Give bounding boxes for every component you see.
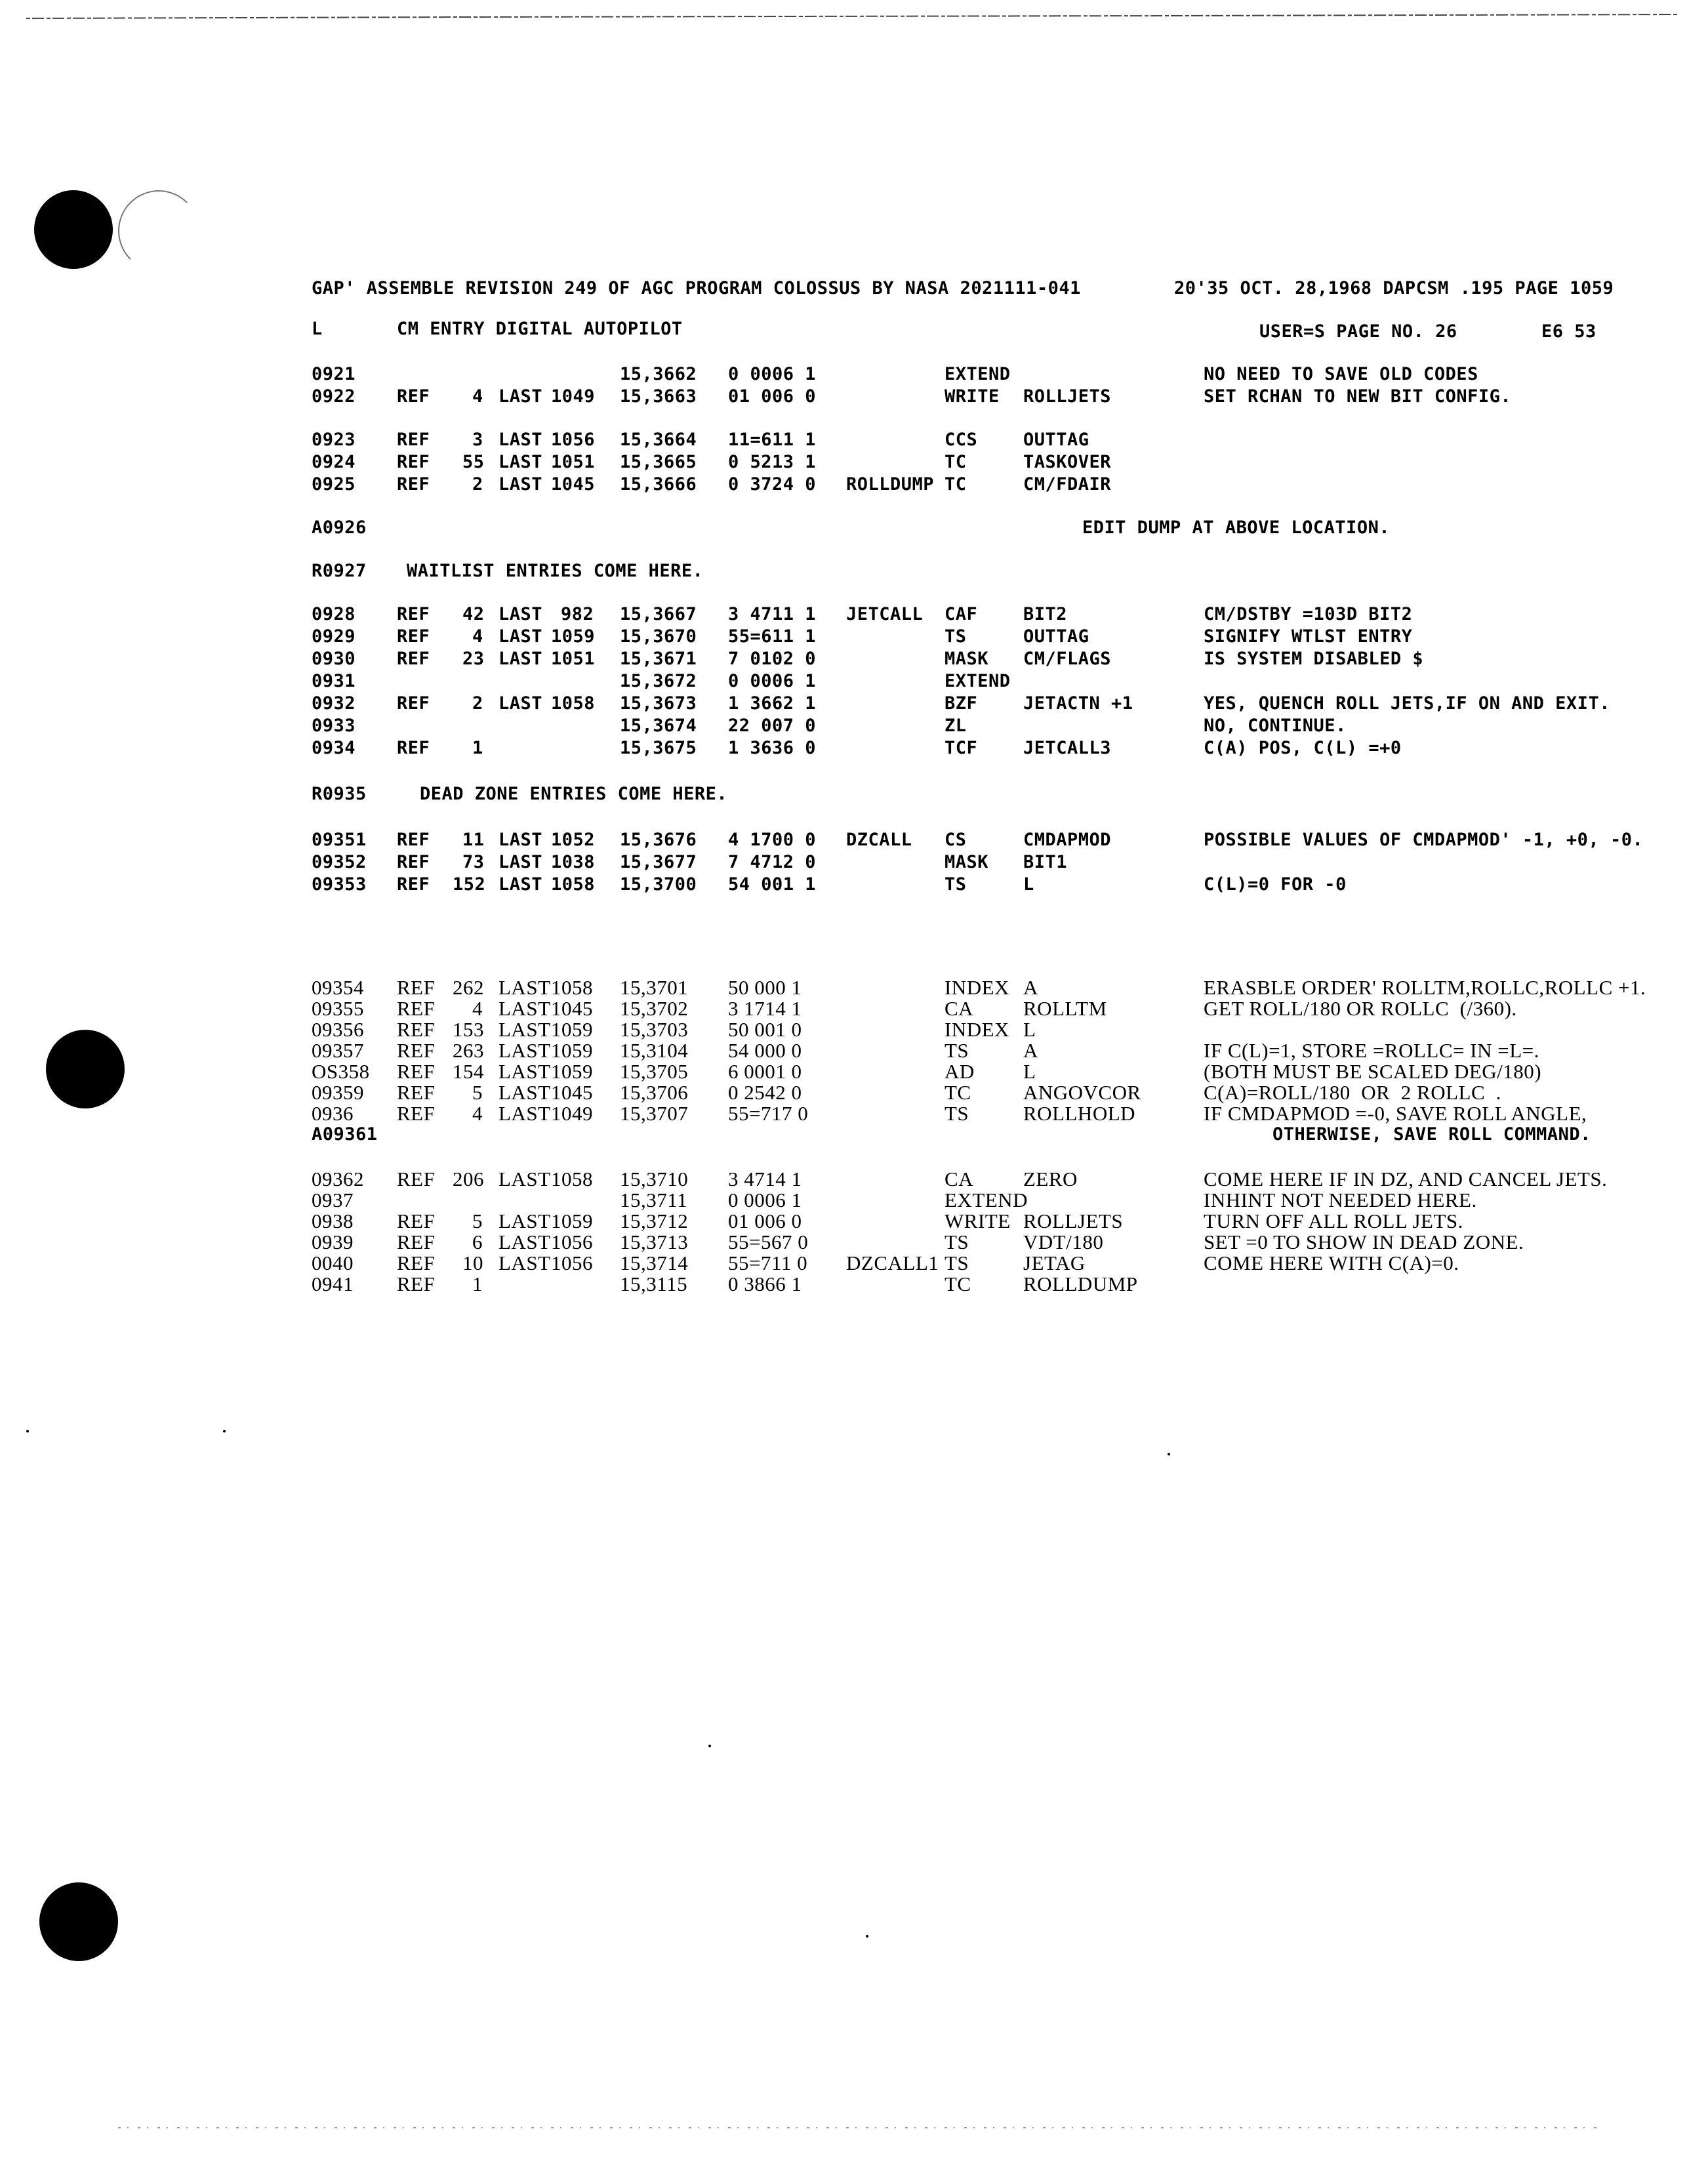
last-line-number: 1058 <box>551 976 593 999</box>
speck <box>708 1745 711 1747</box>
last-line-number: 1051 <box>551 649 596 669</box>
octal-code: 0 2542 0 <box>728 1081 802 1104</box>
line-number: 09357 <box>312 1039 364 1062</box>
last-line-number: 982 <box>561 604 594 624</box>
operand: ANGOVCOR <box>1023 1081 1141 1104</box>
line-number: 0930 <box>312 649 356 669</box>
ref-marker: REF <box>397 1230 436 1253</box>
ref-marker: REF <box>397 604 430 624</box>
operand: OUTTAG <box>1023 430 1089 450</box>
punch-hole-middle <box>46 1030 125 1108</box>
octal-code: 50 001 0 <box>728 1018 802 1041</box>
comment: C(A)=ROLL/180 OR 2 ROLLC . <box>1204 1081 1501 1104</box>
memory-address: 15,3707 <box>620 1102 689 1125</box>
operand: BIT2 <box>1023 604 1068 624</box>
operand: ZERO <box>1023 1167 1078 1190</box>
comment: CM/DSTBY =103D BIT2 <box>1204 604 1413 624</box>
last-line-number: 1056 <box>551 430 596 450</box>
opcode: TCF <box>945 738 978 758</box>
memory-address: 15,3700 <box>620 874 697 895</box>
punch-hole-top <box>34 190 113 269</box>
line-number: 0922 <box>312 386 356 407</box>
octal-code: 3 1714 1 <box>728 997 802 1020</box>
last-line-number: 1052 <box>551 830 596 850</box>
last-line-number: 1056 <box>551 1251 593 1274</box>
last-marker: LAST <box>498 852 543 872</box>
ref-marker: REF <box>397 1060 436 1083</box>
speck <box>1168 1453 1170 1455</box>
opcode: TC <box>945 1081 971 1104</box>
memory-address: 15,3672 <box>620 671 697 691</box>
ref-count: 153 <box>453 1018 484 1041</box>
line-number: 0925 <box>312 474 356 495</box>
ref-marker: REF <box>397 693 430 714</box>
comment: (BOTH MUST BE SCALED DEG/180) <box>1204 1060 1542 1083</box>
last-marker: LAST <box>498 1018 551 1041</box>
opcode: EXTEND <box>945 1188 1028 1211</box>
last-line-number: 1038 <box>551 852 596 872</box>
operand: L <box>1023 1018 1036 1041</box>
opcode: CCS <box>945 430 978 450</box>
octal-code: 0 3724 0 <box>728 474 817 495</box>
octal-code: 0 0006 1 <box>728 671 817 691</box>
line-number: R0935 <box>312 784 367 804</box>
octal-code: 1 3662 1 <box>728 693 817 714</box>
last-marker: LAST <box>498 626 543 647</box>
last-marker: LAST <box>498 604 543 624</box>
octal-code: 3 4714 1 <box>728 1167 802 1190</box>
last-line-number: 1059 <box>551 1060 593 1083</box>
comment: IS SYSTEM DISABLED $ <box>1204 649 1424 669</box>
last-marker: LAST <box>498 693 543 714</box>
memory-address: 15,3104 <box>620 1039 689 1062</box>
opcode: TS <box>945 1230 969 1253</box>
ref-marker: REF <box>397 1102 436 1125</box>
ref-marker: REF <box>397 1209 436 1232</box>
ref-count: 4 <box>472 626 483 647</box>
section-letter: L <box>312 319 323 339</box>
ref-marker: REF <box>397 452 430 472</box>
memory-address: 15,3673 <box>620 693 697 714</box>
ref-marker: REF <box>397 1167 436 1190</box>
ref-marker: REF <box>397 1018 436 1041</box>
opcode: TS <box>945 874 967 895</box>
line-number: 0924 <box>312 452 356 472</box>
line-number: 0936 <box>312 1102 354 1125</box>
operand: CM/FLAGS <box>1023 649 1112 669</box>
ref-count: 5 <box>472 1081 483 1104</box>
ref-count: 2 <box>472 474 483 495</box>
symbol-label: DZCALL1 <box>846 1251 939 1274</box>
memory-address: 15,3714 <box>620 1251 689 1274</box>
comment: C(A) POS, C(L) =+0 <box>1204 738 1402 758</box>
last-line-number: 1058 <box>551 693 596 714</box>
listing-remark: EDIT DUMP AT ABOVE LOCATION. <box>1082 517 1391 538</box>
last-marker: LAST <box>498 1167 551 1190</box>
ref-count: 262 <box>453 976 484 999</box>
last-marker: LAST <box>498 474 543 495</box>
memory-address: 15,3666 <box>620 474 697 495</box>
line-number: 09356 <box>312 1018 364 1041</box>
octal-code: 01 006 0 <box>728 1209 802 1232</box>
octal-code: 55=717 0 <box>728 1102 809 1125</box>
comment: NO NEED TO SAVE OLD CODES <box>1204 364 1478 384</box>
opcode: INDEX <box>945 1018 1009 1041</box>
operand: CMDAPMOD <box>1023 830 1112 850</box>
octal-code: 0 3866 1 <box>728 1272 802 1295</box>
opcode: INDEX <box>945 976 1009 999</box>
opcode: CA <box>945 997 974 1020</box>
octal-code: 22 007 0 <box>728 716 817 736</box>
line-number: 0040 <box>312 1251 354 1274</box>
octal-code: 7 0102 0 <box>728 649 817 669</box>
operand: VDT/180 <box>1023 1230 1104 1253</box>
operand: JETACTN +1 <box>1023 693 1133 714</box>
ref-marker: REF <box>397 386 430 407</box>
ref-marker: REF <box>397 1039 436 1062</box>
memory-address: 15,3663 <box>620 386 697 407</box>
comment: COME HERE IF IN DZ, AND CANCEL JETS. <box>1204 1167 1608 1190</box>
ref-count: 4 <box>472 1102 483 1125</box>
line-number: 0931 <box>312 671 356 691</box>
octal-code: 4 1700 0 <box>728 830 817 850</box>
line-number: 09355 <box>312 997 364 1020</box>
operand: JETAG <box>1023 1251 1086 1274</box>
memory-address: 15,3703 <box>620 1018 689 1041</box>
last-marker: LAST <box>498 649 543 669</box>
opcode: EXTEND <box>945 364 1011 384</box>
comment: SET =0 TO SHOW IN DEAD ZONE. <box>1204 1230 1524 1253</box>
memory-address: 15,3713 <box>620 1230 689 1253</box>
comment: YES, QUENCH ROLL JETS,IF ON AND EXIT. <box>1204 693 1610 714</box>
line-number: R0927 <box>312 561 367 581</box>
ref-count: 23 <box>462 649 485 669</box>
comment: COME HERE WITH C(A)=0. <box>1204 1251 1459 1274</box>
octal-code: 55=567 0 <box>728 1230 809 1253</box>
line-number: 0921 <box>312 364 356 384</box>
line-number: 0923 <box>312 430 356 450</box>
line-number: 0939 <box>312 1230 354 1253</box>
last-marker: LAST <box>498 1060 551 1083</box>
memory-address: 15,3671 <box>620 649 697 669</box>
line-number: 09351 <box>312 830 367 850</box>
operand: JETCALL3 <box>1023 738 1112 758</box>
opcode: TC <box>945 474 967 495</box>
last-marker: LAST <box>498 976 551 999</box>
line-number: 0938 <box>312 1209 354 1232</box>
operand: ROLLTM <box>1023 997 1107 1020</box>
ref-count: 1 <box>472 738 483 758</box>
memory-address: 15,3706 <box>620 1081 689 1104</box>
comment: INHINT NOT NEEDED HERE. <box>1204 1188 1477 1211</box>
octal-code: 55=711 0 <box>728 1251 808 1274</box>
comment: IF CMDAPMOD =-0, SAVE ROLL ANGLE, <box>1204 1102 1587 1125</box>
ref-count: 4 <box>472 997 483 1020</box>
last-marker: LAST <box>498 430 543 450</box>
last-marker: LAST <box>498 830 543 850</box>
octal-code: 1 3636 0 <box>728 738 817 758</box>
octal-code: 54 001 1 <box>728 874 817 895</box>
last-marker: LAST <box>498 1102 551 1125</box>
line-number: 0937 <box>312 1188 354 1211</box>
listing-remark: WAITLIST ENTRIES COME HERE. <box>407 561 704 581</box>
last-line-number: 1045 <box>551 997 593 1020</box>
operand: ROLLHOLD <box>1023 1102 1136 1125</box>
punch-hole-bottom <box>39 1882 118 1961</box>
last-marker: LAST <box>498 997 551 1020</box>
operand: OUTTAG <box>1023 626 1089 647</box>
ref-marker: REF <box>397 626 430 647</box>
memory-address: 15,3712 <box>620 1209 689 1232</box>
memory-address: 15,3676 <box>620 830 697 850</box>
memory-address: 15,3701 <box>620 976 689 999</box>
operand: ROLLJETS <box>1023 386 1112 407</box>
memory-address: 15,3667 <box>620 604 697 624</box>
last-line-number: 1056 <box>551 1230 593 1253</box>
ref-marker: REF <box>397 649 430 669</box>
last-line-number: 1049 <box>551 386 596 407</box>
operand: BIT1 <box>1023 852 1068 872</box>
opcode: EXTEND <box>945 671 1011 691</box>
opcode: WRITE <box>945 386 1000 407</box>
last-marker: LAST <box>498 452 543 472</box>
ref-marker: REF <box>397 830 430 850</box>
operand: ROLLJETS <box>1023 1209 1124 1232</box>
opcode: CA <box>945 1167 974 1190</box>
line-number: 09359 <box>312 1081 364 1104</box>
operand: A <box>1023 976 1038 999</box>
last-line-number: 1059 <box>551 626 596 647</box>
ref-count: 152 <box>453 874 486 895</box>
speck <box>26 1430 29 1432</box>
last-marker: LAST <box>498 386 543 407</box>
line-number: 0932 <box>312 693 356 714</box>
opcode: TS <box>945 1102 969 1125</box>
memory-address: 15,3662 <box>620 364 697 384</box>
last-marker: LAST <box>498 1209 551 1232</box>
last-marker: LAST <box>498 1251 551 1274</box>
ref-marker: REF <box>397 1272 436 1295</box>
octal-code: 7 4712 0 <box>728 852 817 872</box>
opcode: MASK <box>945 649 989 669</box>
operand: L <box>1023 1060 1036 1083</box>
ref-count: 11 <box>462 830 485 850</box>
ref-count: 6 <box>472 1230 483 1253</box>
last-line-number: 1059 <box>551 1209 593 1232</box>
last-line-number: 1058 <box>551 1167 593 1190</box>
symbol-label: DZCALL <box>846 830 912 850</box>
ref-count: 55 <box>462 452 485 472</box>
top-edge-rule <box>0 0 1708 26</box>
user-page-number: USER=S PAGE NO. 26 <box>1259 321 1457 342</box>
comment: IF C(L)=1, STORE =ROLLC= IN =L=. <box>1204 1039 1539 1062</box>
octal-code: 54 000 0 <box>728 1039 802 1062</box>
opcode: TC <box>945 1272 971 1295</box>
ref-marker: REF <box>397 430 430 450</box>
octal-code: 3 4711 1 <box>728 604 817 624</box>
memory-address: 15,3664 <box>620 430 697 450</box>
operand: A <box>1023 1039 1038 1062</box>
last-line-number: 1059 <box>551 1039 593 1062</box>
ref-marker: REF <box>397 474 430 495</box>
memory-address: 15,3670 <box>620 626 697 647</box>
comment: POSSIBLE VALUES OF CMDAPMOD' -1, +0, -0. <box>1204 830 1644 850</box>
memory-address: 15,3677 <box>620 852 697 872</box>
ref-count: 2 <box>472 693 483 714</box>
memory-address: 15,3705 <box>620 1060 689 1083</box>
comment: SIGNIFY WTLST ENTRY <box>1204 626 1413 647</box>
listing-remark: OTHERWISE, SAVE ROLL COMMAND. <box>1272 1124 1591 1145</box>
last-marker: LAST <box>498 874 543 895</box>
speck <box>866 1935 868 1938</box>
opcode: TS <box>945 1251 969 1274</box>
ref-count: 3 <box>472 430 483 450</box>
bottom-edge-rule <box>118 2125 1600 2130</box>
opcode: TS <box>945 626 967 647</box>
comment: NO, CONTINUE. <box>1204 716 1347 736</box>
header-left: GAP' ASSEMBLE REVISION 249 OF AGC PROGRAM COLOSSUS BY NASA 2021111-041 <box>312 278 1081 298</box>
memory-address: 15,3674 <box>620 716 697 736</box>
last-line-number: 1059 <box>551 1018 593 1041</box>
comment: GET ROLL/180 OR ROLLC (/360). <box>1204 997 1517 1020</box>
line-number: 09352 <box>312 852 367 872</box>
ref-count: 10 <box>462 1251 483 1274</box>
ref-count: 1 <box>472 1272 483 1295</box>
symbol-label: JETCALL <box>846 604 924 624</box>
line-number: A09361 <box>312 1124 378 1145</box>
section-title: CM ENTRY DIGITAL AUTOPILOT <box>397 319 683 339</box>
memory-address: 15,3675 <box>620 738 697 758</box>
last-marker: LAST <box>498 1039 551 1062</box>
opcode: TS <box>945 1039 969 1062</box>
ref-marker: REF <box>397 738 430 758</box>
octal-code: 6 0001 0 <box>728 1060 802 1083</box>
line-number: 09353 <box>312 874 367 895</box>
last-marker: LAST <box>498 1230 551 1253</box>
header-right: 20'35 OCT. 28,1968 DAPCSM .195 PAGE 1059 <box>1174 278 1614 298</box>
memory-address: 15,3665 <box>620 452 697 472</box>
line-number: OS358 <box>312 1060 370 1083</box>
symbol-label: ROLLDUMP <box>846 474 935 495</box>
memory-address: 15,3711 <box>620 1188 688 1211</box>
octal-code: 0 0006 1 <box>728 364 817 384</box>
line-number: A0926 <box>312 517 367 538</box>
ref-count: 5 <box>472 1209 483 1232</box>
octal-code: 01 006 0 <box>728 386 817 407</box>
last-line-number: 1045 <box>551 1081 593 1104</box>
opcode: CS <box>945 830 967 850</box>
octal-code: 11=611 1 <box>728 430 817 450</box>
speck <box>223 1430 226 1432</box>
line-number: 0928 <box>312 604 356 624</box>
ref-count: 4 <box>472 386 483 407</box>
last-marker: LAST <box>498 1081 551 1104</box>
listing-remark: DEAD ZONE ENTRIES COME HERE. <box>420 784 728 804</box>
ref-count: 154 <box>453 1060 484 1083</box>
memory-address: 15,3115 <box>620 1272 688 1295</box>
opcode: MASK <box>945 852 989 872</box>
ref-marker: REF <box>397 852 430 872</box>
octal-code: 0 0006 1 <box>728 1188 802 1211</box>
memory-address: 15,3710 <box>620 1167 689 1190</box>
ref-count: 206 <box>453 1167 484 1190</box>
octal-code: 50 000 1 <box>728 976 802 999</box>
opcode: ZL <box>945 716 967 736</box>
last-line-number: 1051 <box>551 452 596 472</box>
punch-hole-shadow <box>118 190 199 272</box>
comment: C(L)=0 FOR -0 <box>1204 874 1347 895</box>
line-number: 0933 <box>312 716 356 736</box>
operand: ROLLDUMP <box>1023 1272 1138 1295</box>
ref-marker: REF <box>397 997 436 1020</box>
octal-code: 55=611 1 <box>728 626 817 647</box>
last-line-number: 1045 <box>551 474 596 495</box>
last-line-number: 1058 <box>551 874 596 895</box>
ref-marker: REF <box>397 1081 436 1104</box>
opcode: AD <box>945 1060 975 1083</box>
comment: SET RCHAN TO NEW BIT CONFIG. <box>1204 386 1512 407</box>
last-line-number: 1049 <box>551 1102 593 1125</box>
ref-count: 263 <box>453 1039 484 1062</box>
opcode: WRITE <box>945 1209 1011 1232</box>
ref-marker: REF <box>397 1251 436 1274</box>
opcode: BZF <box>945 693 978 714</box>
opcode: TC <box>945 452 967 472</box>
operand: L <box>1023 874 1034 895</box>
line-number: 0934 <box>312 738 356 758</box>
octal-code: 0 5213 1 <box>728 452 817 472</box>
line-number: 09354 <box>312 976 364 999</box>
line-number: 0929 <box>312 626 356 647</box>
ref-count: 42 <box>462 604 485 624</box>
e-code: E6 53 <box>1541 321 1596 342</box>
comment: ERASBLE ORDER' ROLLTM,ROLLC,ROLLC +1. <box>1204 976 1646 999</box>
opcode: CAF <box>945 604 978 624</box>
operand: TASKOVER <box>1023 452 1112 472</box>
line-number: 09362 <box>312 1167 364 1190</box>
memory-address: 15,3702 <box>620 997 689 1020</box>
comment: TURN OFF ALL ROLL JETS. <box>1204 1209 1463 1232</box>
operand: CM/FDAIR <box>1023 474 1112 495</box>
ref-count: 73 <box>462 852 485 872</box>
ref-marker: REF <box>397 976 436 999</box>
line-number: 0941 <box>312 1272 354 1295</box>
ref-marker: REF <box>397 874 430 895</box>
